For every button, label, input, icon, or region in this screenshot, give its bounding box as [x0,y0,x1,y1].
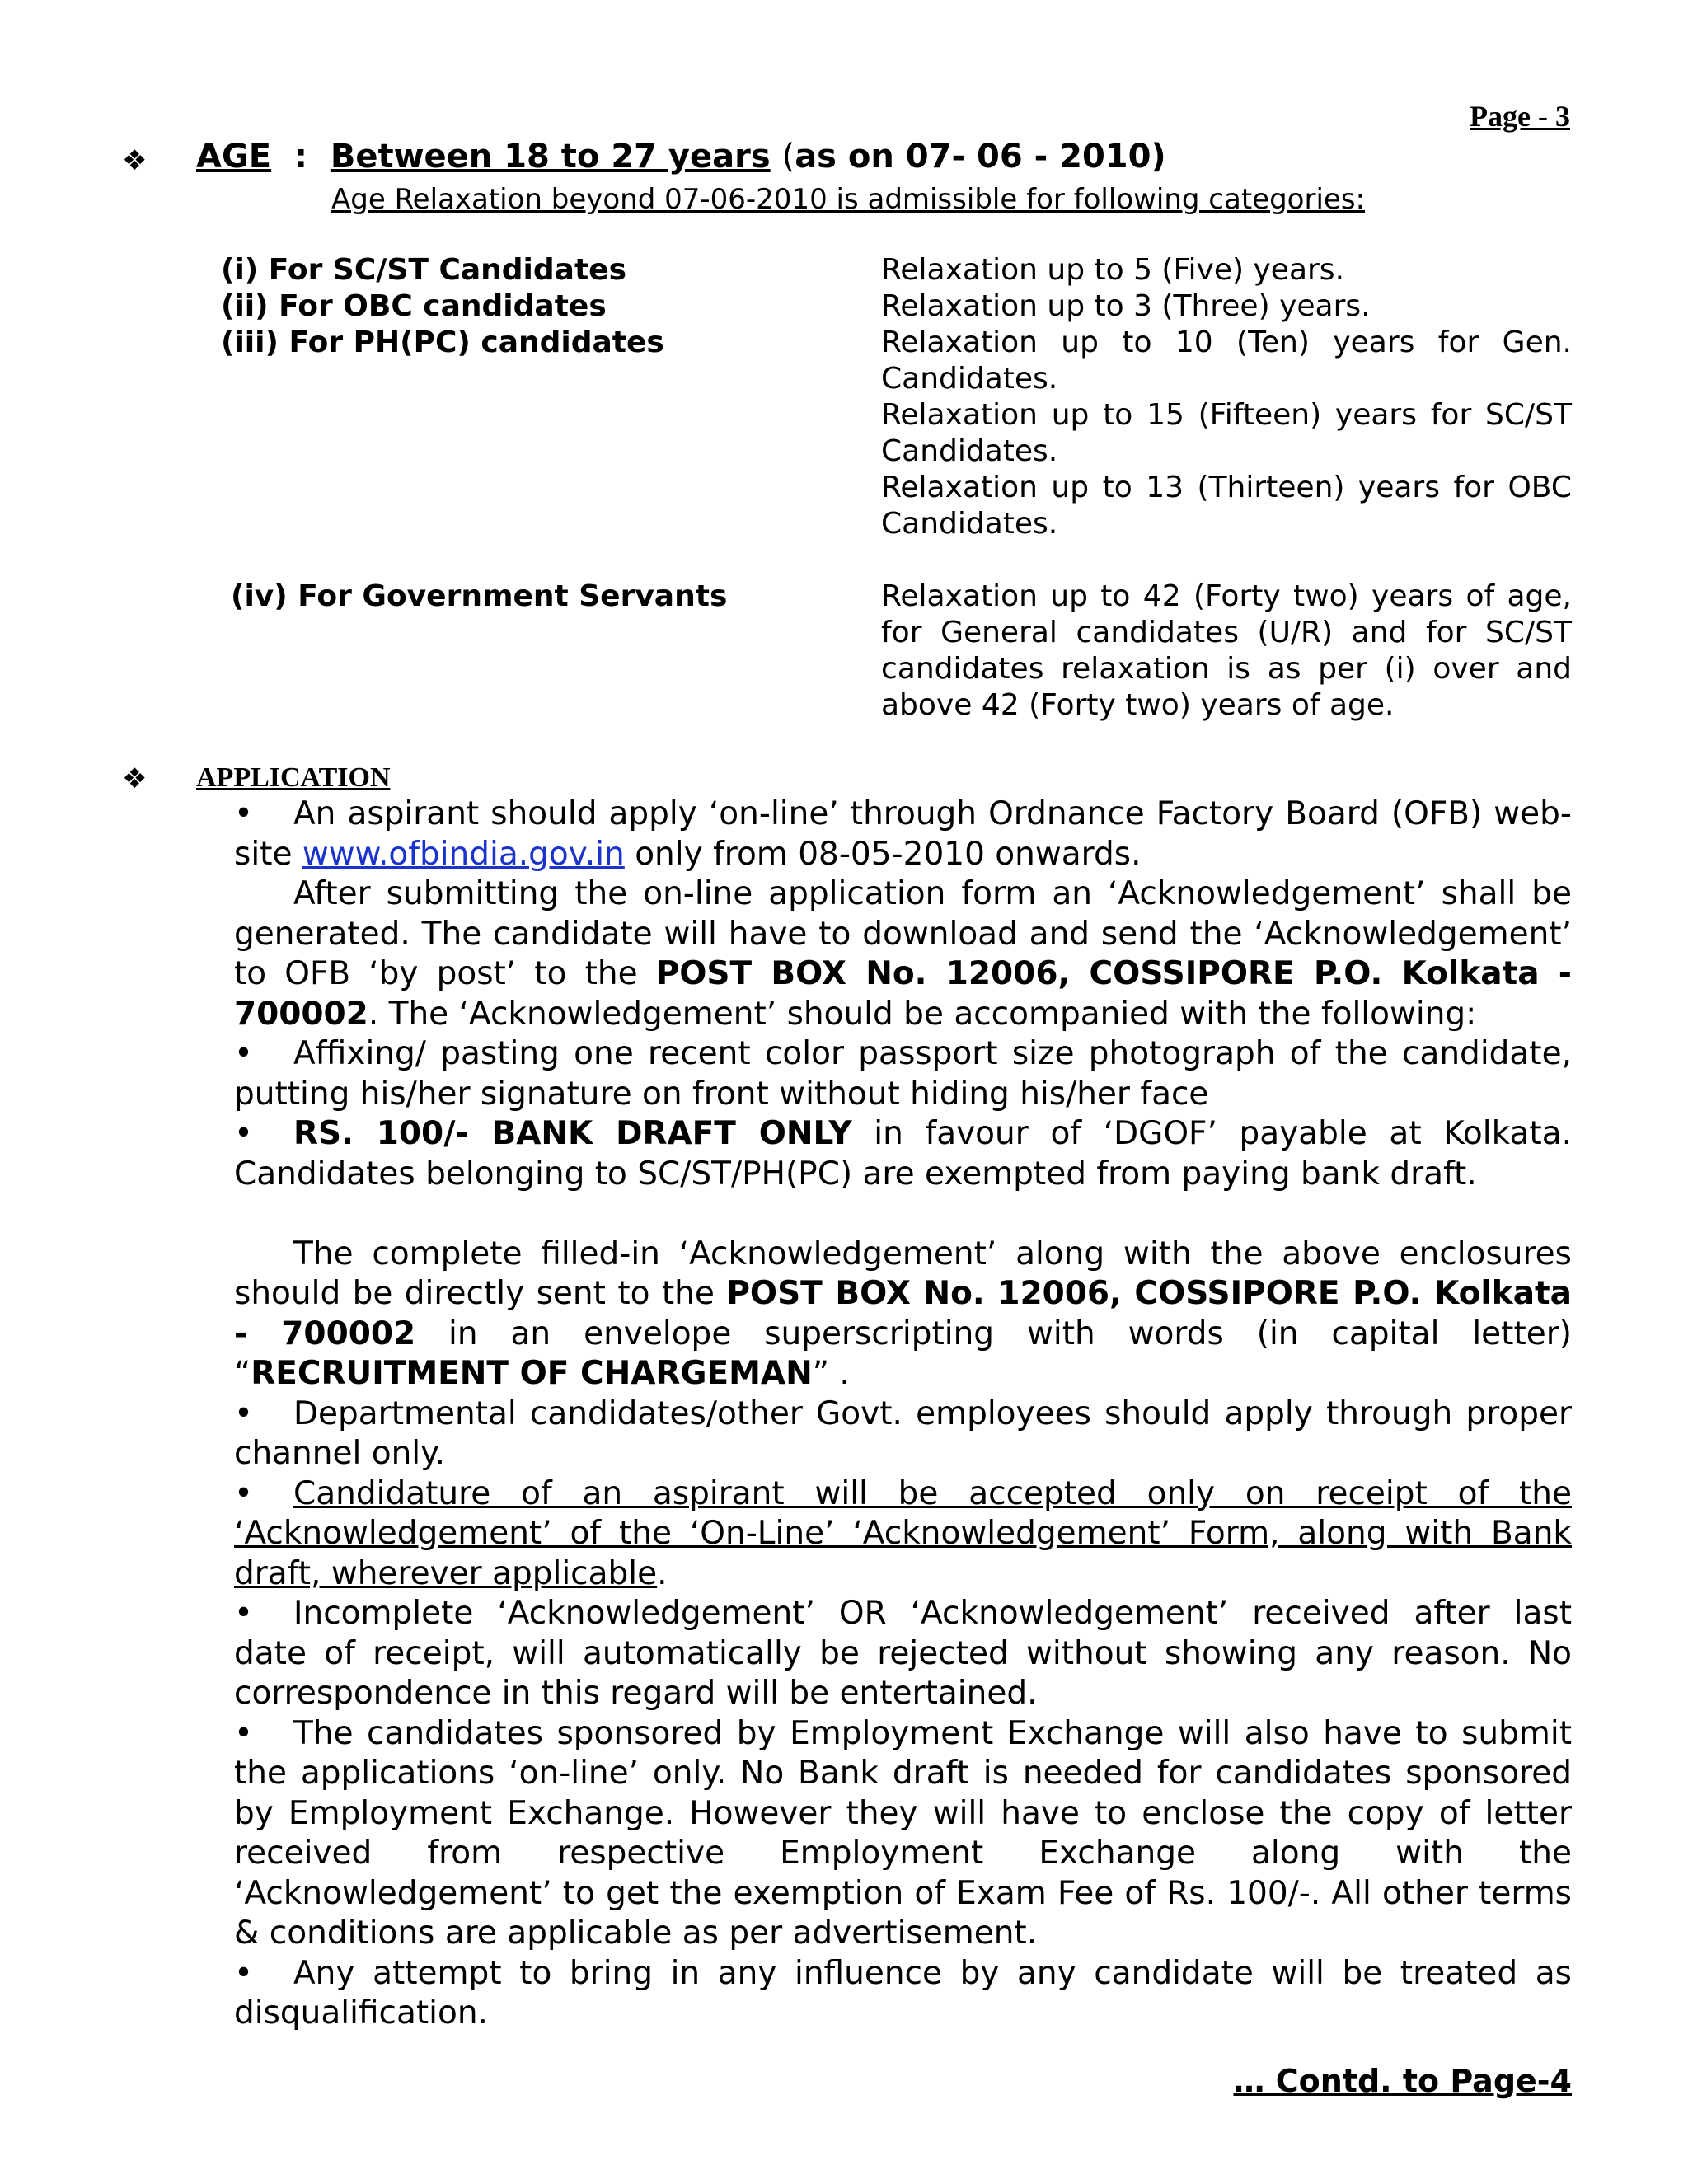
para-acknowledgement: After submitting the on-line application form an ‘Acknowledgement’ shall be generated. The candidate will have to download and send the ‘Acknowledgement’ to OFB ‘by post’ to the POST BOX No. 12006, COSSIPORE P.O. Kolkata - 700002. The ‘Acknowledgement’ should be accompanied with the following: [234,875,1572,1033]
para-bank-draft: • RS. 100/- BANK DRAFT ONLY in favour of ‘DGOF’ payable at Kolkata. Candidates belonging to SC/ST/PH(PC) are exempted from paying bank draft. [234,1115,1572,1193]
section-bullet-icon: ❖ [122,144,148,177]
bullet-icon: • [234,1954,254,1992]
para-photograph: • Affixing/ pasting one recent color passport size photograph of the candidate, putting his/her signature on front without hiding his/her face [234,1035,1572,1113]
age-asof-date: as on 07- 06 - 2010) [795,138,1166,176]
spacer [234,1194,1572,1235]
para-employment-exchange: • The candidates sponsored by Employment Exchange will also have to submit the applications ‘on-line’ only. No Bank draft is needed for candidates sponsored by Employment Exchange. However they will have to enclose the copy of letter received from respective Employment Exchange along with the ‘Acknowledgement’ to get the exemption of Exam Fee of Rs. 100/-. All other terms & conditions are applicable as per advertisement. [234,1714,1572,1952]
post-box-address: POST BOX No. 12006, COSSIPORE P.O. Kolkata - 700002 [234,955,1572,1033]
bullet-icon: • [234,1474,254,1512]
bullet-icon: • [234,1595,254,1632]
age-heading [196,136,1166,177]
age-colon: : [293,138,307,176]
para-candidature: • Candidature of an aspirant will be accepted only on receipt of the ‘Acknowledgement’ of the ‘On-Line’ ‘Acknowledgement’ Form, along with Bank draft, wherever applicable. [234,1474,1572,1592]
category-label-obc: (ii) For OBC candidates [221,289,607,323]
category-label-sc-st: (i) For SC/ST Candidates [221,253,627,287]
age-label: AGE [196,138,272,176]
ofb-website-link[interactable]: www.ofbindia.gov.in [302,835,625,873]
para-departmental: • Departmental candidates/other Govt. employees should apply through proper channel only. [234,1394,1572,1472]
post-box-address: POST BOX No. 12006, COSSIPORE P.O. Kolkata - 700002 [234,1275,1572,1352]
age-range: Between 18 to 27 years [330,138,771,176]
category-rule-sc-st [881,252,1572,288]
category-rule-govt-servants [881,579,1572,724]
para-incomplete: • Incomplete ‘Acknowledgement’ OR ‘Acknowledgement’ received after last date of receipt, will automatically be rejected without showing any reason. No correspondence in this regard will be entertained. [234,1595,1572,1712]
category-label-govt-servants: (iv) For Government Servants [231,579,728,613]
category-rule-obc [881,288,1572,325]
application-heading: APPLICATION [196,762,391,793]
category-rule-text: Relaxation up to 5 (Five) years. [881,253,1345,287]
section-bullet-icon: ❖ [122,762,148,795]
age-asof-paren: ( [781,138,795,176]
category-rule-text: Relaxation up to 15 (Fifteen) years for SC/ST Candidates. [881,398,1572,468]
category-rule-text: Relaxation up to 42 (Forty two) years of age, for General candidates (U/R) and for SC/ST candidates relaxation is as per (i) over and above 42 (Forty two) years of age. [881,579,1572,722]
bullet-icon: • [234,1035,254,1072]
para-influence: • Any attempt to bring in any influence by any candidate will be treated as disqualification. [234,1954,1572,2032]
para-online-apply: • An aspirant should apply ‘on-line’ through Ordnance Factory Board (OFB) web-site www.ofbindia.gov.in only from 08-05-2010 onwards. [234,795,1572,873]
envelope-superscription: RECRUITMENT OF CHARGEMAN [251,1355,813,1392]
continued-note: … Contd. to Page-4 [1233,2063,1572,2099]
bullet-icon: • [234,1115,254,1152]
bullet-icon: • [234,795,254,832]
application-body [234,794,1572,2034]
bullet-icon: • [234,1394,254,1432]
para-complete-ack: The complete filled-in ‘Acknowledgement’ along with the above enclosures should be directly sent to the POST BOX No. 12006, COSSIPORE P.O. Kolkata - 700002 in an envelope superscripting with words (in capital letter) “RECRUITMENT OF CHARGEMAN” . [234,1235,1572,1392]
category-rule-text: Relaxation up to 13 (Thirteen) years for OBC Candidates. [881,471,1572,541]
bullet-icon: • [234,1714,254,1752]
bank-draft-amount: RS. 100/- BANK DRAFT ONLY [293,1115,852,1152]
category-rule-text: Relaxation up to 3 (Three) years. [881,289,1371,323]
page-number: Page - 3 [1470,100,1570,133]
category-rule-ph-pc [881,325,1572,542]
age-relaxation-note: Age Relaxation beyond 07-06-2010 is admissible for following categories: [331,183,1365,216]
category-rule-text: Relaxation up to 10 (Ten) years for Gen. Candidates. [881,326,1572,396]
category-label-ph-pc: (iii) For PH(PC) candidates [221,326,664,359]
